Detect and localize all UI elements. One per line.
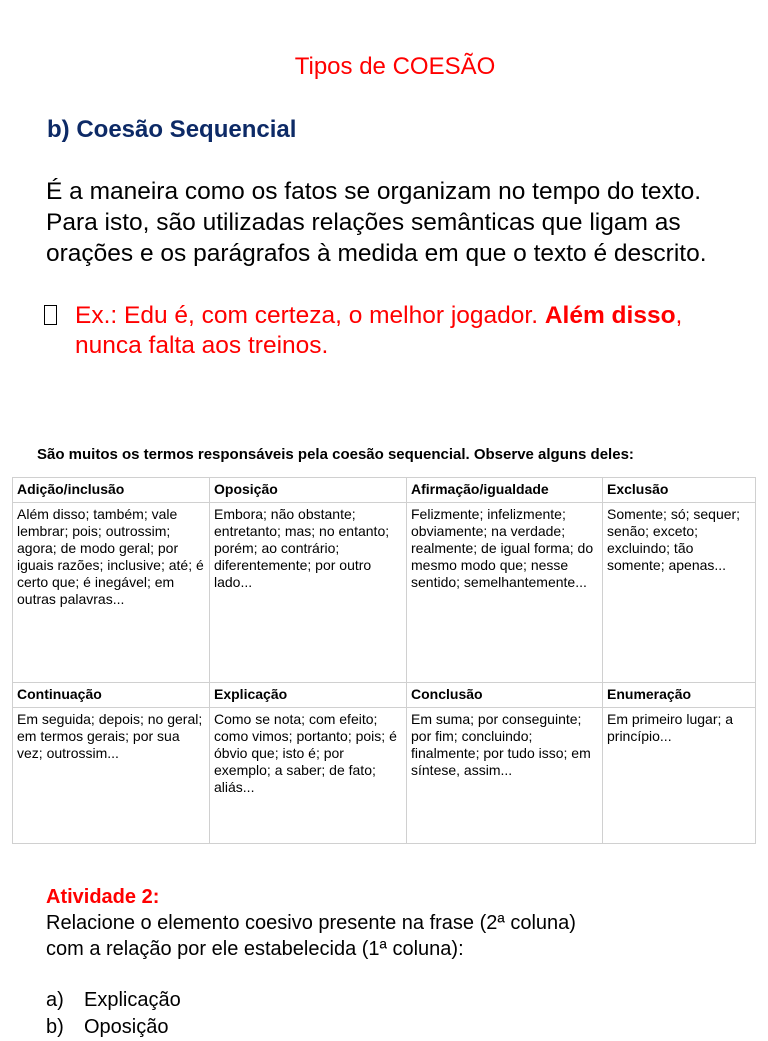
bullet-square-icon: [44, 305, 57, 325]
table-cell: Além disso; também; vale lembrar; pois; outrossim; agora; de modo geral; por iguais razões; inclusive; até; é certo que; é inegável; em outras palavras...: [13, 503, 210, 683]
section-heading: b) Coesão Sequencial: [47, 116, 297, 143]
table-header-row: [13, 478, 756, 503]
table-cell: Felizmente; infelizmente; obviamente; na verdade; realmente; de igual forma; do mesmo modo que; nesse sentido; semelhantemente...: [407, 503, 603, 683]
list-item: [46, 987, 181, 1014]
option-letter: a): [46, 989, 64, 1011]
table-header: Explicação: [210, 683, 407, 708]
activity-options: [46, 987, 181, 1041]
table-header-row: [13, 683, 756, 708]
example-highlight: Além disso: [544, 302, 676, 329]
table-header: Enumeração: [603, 683, 756, 708]
table-row: [13, 708, 756, 844]
table-cell: Como se nota; com efeito; como vimos; portanto; pois; é óbvio que; isto é; por exemplo; a saber; de fato; aliás...: [210, 708, 407, 844]
table-header: Adição/inclusão: [13, 478, 210, 503]
table-header: Conclusão: [407, 683, 603, 708]
table-row: [13, 503, 756, 683]
activity-title: Atividade 2:: [46, 886, 160, 908]
option-label: Oposição: [84, 1016, 169, 1038]
table-cell: Em seguida; depois; no geral; em termos gerais; por sua vez; outrossim...: [13, 708, 210, 844]
table-header: Exclusão: [603, 478, 756, 503]
table-cell: Em primeiro lugar; a princípio...: [603, 708, 756, 844]
table-header: Afirmação/igualdade: [407, 478, 603, 503]
activity-line-1: Relacione o elemento coesivo presente na frase (2ª coluna): [46, 912, 576, 934]
activity-instructions: [46, 910, 576, 962]
example-text-start: Ex.: Edu é, com certeza, o melhor jogador.: [75, 302, 545, 329]
table-cell: Em suma; por conseguinte; por fim; concluindo; finalmente; por tudo isso; em síntese, assim...: [407, 708, 603, 844]
cohesion-terms-table: [12, 477, 756, 844]
example-item: [44, 301, 744, 361]
option-letter: b): [46, 1016, 64, 1038]
page-title: Tipos de COESÃO: [294, 53, 496, 80]
example-text: [75, 301, 744, 361]
activity-line-2: com a relação por ele estabelecida (1ª coluna):: [46, 938, 464, 960]
example-text-end: , nunca falta aos treinos.: [75, 302, 683, 359]
definition-paragraph: É a maneira como os fatos se organizam no tempo do texto. Para isto, são utilizadas relações semânticas que ligam as orações e os parágrafos à medida em que o texto é descrito.: [46, 178, 707, 267]
list-item: [46, 1014, 181, 1041]
table-intro: São muitos os termos responsáveis pela coesão sequencial. Observe alguns deles:: [37, 446, 634, 463]
table-header: Continuação: [13, 683, 210, 708]
table-header: Oposição: [210, 478, 407, 503]
table-cell: Somente; só; sequer; senão; exceto; excluindo; tão somente; apenas...: [603, 503, 756, 683]
option-label: Explicação: [84, 989, 181, 1011]
table-cell: Embora; não obstante; entretanto; mas; no entanto; porém; ao contrário; diferentemente; por outro lado...: [210, 503, 407, 683]
